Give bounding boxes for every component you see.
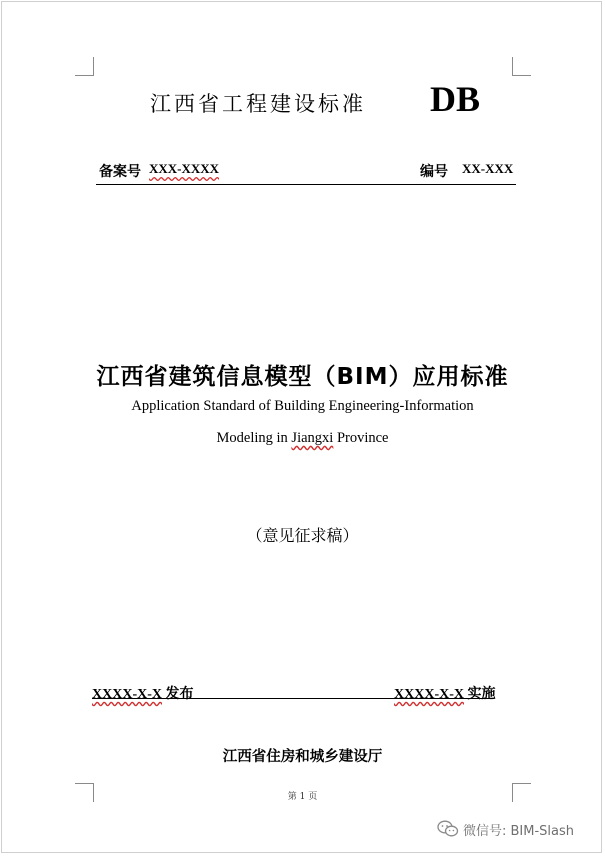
document-number-label: 编号 [420,164,448,180]
header-divider [96,184,516,185]
implementation-date-label: 实施 [467,687,496,702]
crop-mark-top-right [512,57,531,76]
wechat-watermark [437,818,574,840]
title-en-suffix: Province [333,430,389,446]
crop-mark-top-left [75,57,94,76]
record-number-value: XXX-XXXX [149,161,220,176]
standard-category-title: 江西省工程建设标准 [150,92,366,116]
title-en-prefix: Modeling in [216,430,292,446]
draft-status-note: （意见征求稿） [246,526,359,545]
date-divider [92,698,492,699]
page-border [1,1,602,853]
issuing-authority: 江西省住房和城乡建设厅 [222,748,383,765]
record-number-label: 备案号 [99,164,141,180]
implementation-date-value: XXXX-X-X [394,687,464,702]
document-title-cn: 江西省建筑信息模型（BIM）应用标准 [96,364,509,390]
document-title-en-line1: Application Standard of Building Engineering-Information [131,398,474,414]
document-number-value: XX-XXX [462,161,514,176]
watermark-text: 微信号: BIM-Slash [463,823,575,839]
wechat-icon [437,820,459,838]
implementation-date [394,683,496,703]
issue-date [92,683,194,703]
document-title-en-line2 [0,430,605,447]
page-number: 第 1 页 [287,792,318,802]
issue-date-label: 发布 [165,687,194,702]
issue-date-value: XXXX-X-X [92,687,162,702]
title-en-place: Jiangxi [291,430,334,446]
standard-code-prefix: DB [430,79,481,119]
